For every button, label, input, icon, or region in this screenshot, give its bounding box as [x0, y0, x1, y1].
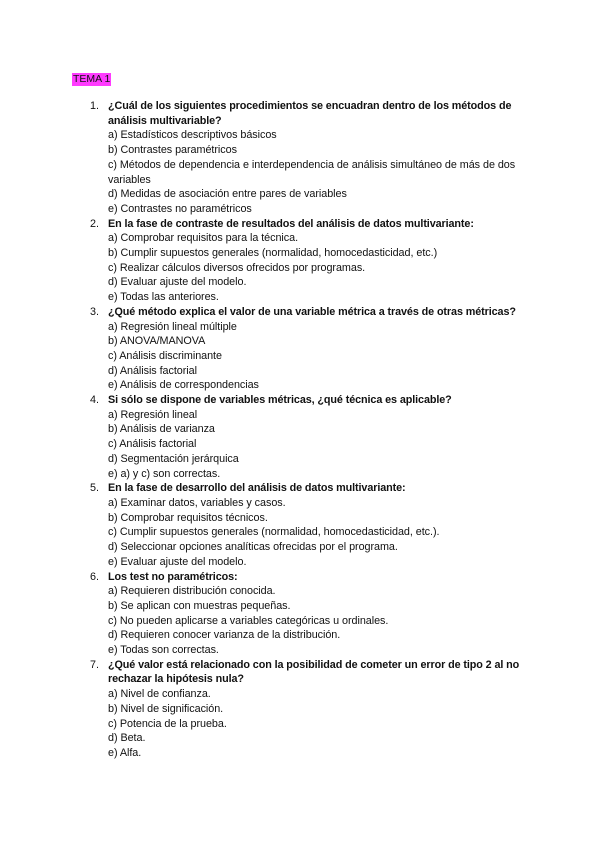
question-item [72, 217, 542, 305]
answer-option: d) Segmentación jerárquica [108, 452, 239, 465]
answer-option: c) Análisis discriminante [108, 349, 222, 362]
answer-option: b) Cumplir supuestos generales (normalidad, homocedasticidad, etc.) [108, 247, 438, 260]
answer-option: e) Contrastes no paramétricos [108, 202, 252, 215]
answer-option: b) Comprobar requisitos técnicos. [108, 511, 268, 524]
question-text: Si sólo se dispone de variables métricas, ¿qué técnica es aplicable? [108, 394, 452, 407]
answer-option: d) Beta. [108, 732, 146, 745]
question-number: 1. [90, 100, 100, 112]
section-heading-highlighted: TEMA 1 [73, 73, 111, 85]
answer-option: e) a) y c) son correctas. [108, 467, 221, 480]
answer-option: d) Evaluar ajuste del modelo. [108, 276, 247, 289]
question-number: 3. [90, 305, 100, 318]
answer-option: c) Métodos de dependencia e interdependencia de análisis simultáneo de más de dos variables [108, 158, 516, 186]
answer-option: a) Examinar datos, variables y casos. [108, 496, 286, 509]
answer-option: b) ANOVA/MANOVA [108, 335, 206, 348]
question-text: ¿Qué valor está relacionado con la posibilidad de cometer un error de tipo 2 al no rechazar la hipótesis nula? [108, 658, 520, 686]
answer-option: d) Requieren conocer varianza de la distribución. [108, 629, 341, 642]
question-item [72, 658, 542, 761]
answer-option: a) Nivel de confianza. [108, 688, 211, 701]
answer-option: c) Análisis factorial [108, 438, 197, 451]
answer-option: a) Estadísticos descriptivos básicos [108, 129, 277, 142]
question-number: 5. [90, 482, 100, 495]
answer-option: a) Comprobar requisitos para la técnica. [108, 232, 299, 245]
question-number: 7. [90, 658, 100, 671]
answer-option: c) Potencia de la prueba. [108, 717, 227, 730]
answer-option: c) Realizar cálculos diversos ofrecidos por programas. [108, 261, 366, 274]
answer-option: b) Análisis de varianza [108, 423, 215, 436]
answer-option: b) Contrastes paramétricos [108, 144, 237, 157]
question-item [72, 305, 542, 393]
answer-option: a) Regresión lineal múltiple [108, 320, 237, 333]
question-text: En la fase de desarrollo del análisis de datos multivariante: [108, 482, 406, 495]
question-text: ¿Qué método explica el valor de una variable métrica a través de otras métricas? [108, 305, 516, 318]
answer-option: d) Medidas de asociación entre pares de variables [108, 188, 347, 201]
answer-option: d) Seleccionar opciones analíticas ofrecidas por el programa. [108, 541, 398, 554]
answer-option: d) Análisis factorial [108, 364, 197, 377]
question-text: En la fase de contraste de resultados del análisis de datos multivariante: [108, 217, 474, 230]
answer-option: b) Se aplican con muestras pequeñas. [108, 599, 291, 612]
answer-option: c) Cumplir supuestos generales (normalidad, homocedasticidad, etc.). [108, 526, 440, 539]
question-text: Los test no paramétricos: [108, 570, 238, 583]
answer-option: e) Evaluar ajuste del modelo. [108, 555, 247, 568]
question-list [72, 99, 542, 761]
answer-option: a) Requieren distribución conocida. [108, 585, 276, 598]
question-item [72, 481, 542, 569]
answer-option: e) Todas las anteriores. [108, 291, 219, 304]
question-item [72, 393, 542, 481]
question-item [72, 99, 542, 217]
question-text: ¿Cuál de los siguientes procedimientos se encuadran dentro de los métodos de análisis multivariable? [108, 100, 512, 127]
answer-option: e) Alfa. [108, 746, 142, 759]
answer-option: e) Análisis de correspondencias [108, 379, 259, 392]
answer-option: a) Regresión lineal [108, 408, 198, 421]
question-number: 6. [90, 570, 100, 583]
question-item [72, 570, 542, 658]
question-number: 4. [90, 394, 100, 407]
question-number: 2. [90, 217, 100, 230]
answer-option: b) Nivel de significación. [108, 702, 224, 715]
answer-option: c) No pueden aplicarse a variables categóricas u ordinales. [108, 614, 389, 627]
answer-option: e) Todas son correctas. [108, 644, 219, 657]
